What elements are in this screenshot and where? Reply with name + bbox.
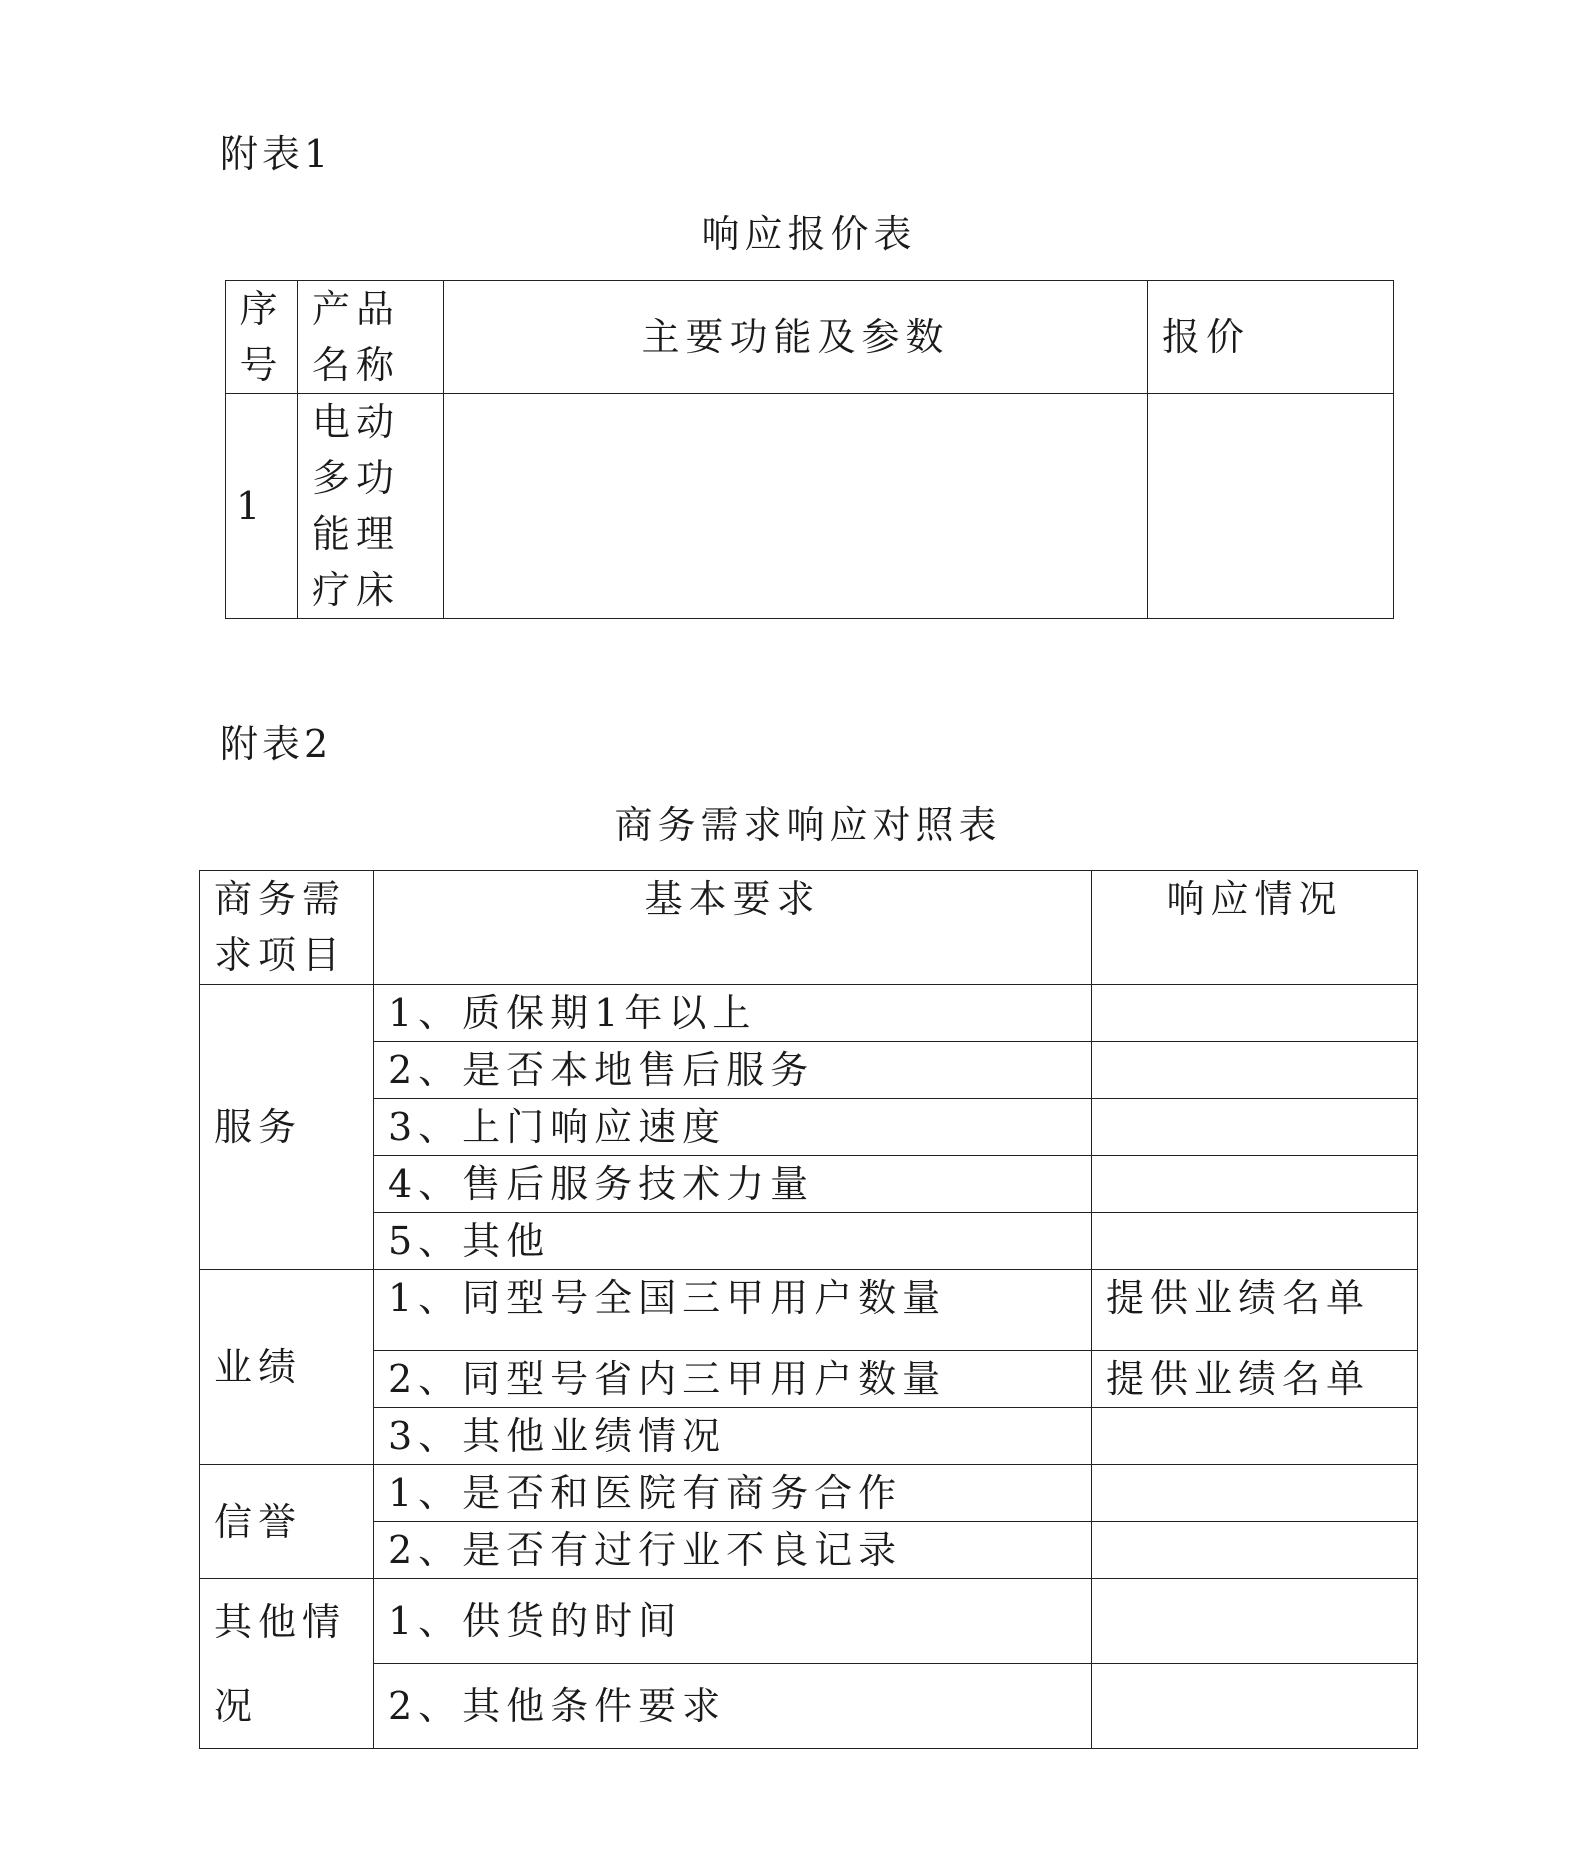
annex1-heading: 附表1	[220, 132, 333, 176]
response-cell	[1092, 1664, 1418, 1749]
table-row	[200, 1213, 1418, 1270]
annex2-title: 商务需求响应对照表	[614, 803, 1002, 847]
header-function: 主要功能及参数	[444, 281, 1148, 394]
group-other-line2: 况	[214, 1683, 259, 1728]
requirement-cell: 4、售后服务技术力量	[374, 1156, 1092, 1213]
row-product-name-line3: 能理	[312, 512, 401, 556]
row-product-name-line2: 多功	[312, 456, 401, 500]
annex2-heading: 附表2	[220, 722, 333, 766]
requirement-cell: 2、是否本地售后服务	[374, 1042, 1092, 1099]
row-product-name-line4: 疗床	[312, 568, 401, 612]
row-index: 1	[226, 394, 298, 619]
response-cell: 提供业绩名单	[1092, 1351, 1418, 1408]
table-row	[200, 1099, 1418, 1156]
table-row	[200, 1465, 1418, 1522]
header-index-line1: 序	[239, 287, 284, 331]
table-row	[200, 1522, 1418, 1579]
table-row	[200, 1156, 1418, 1213]
requirement-cell: 2、同型号省内三甲用户数量	[374, 1351, 1092, 1408]
requirement-cell: 5、其他	[374, 1213, 1092, 1270]
header-item-line1: 商务需	[214, 877, 347, 921]
row-price	[1148, 394, 1394, 619]
quote-table-header-row	[226, 281, 1394, 394]
header-item-line2: 求项目	[214, 933, 347, 977]
response-cell: 提供业绩名单	[1092, 1270, 1418, 1351]
table-row	[200, 1408, 1418, 1465]
response-cell	[1092, 985, 1418, 1042]
requirement-cell: 2、是否有过行业不良记录	[374, 1522, 1092, 1579]
header-requirement: 基本要求	[374, 871, 1092, 985]
business-table-header-row	[200, 871, 1418, 985]
group-performance: 业绩	[200, 1270, 374, 1465]
business-table	[199, 870, 1418, 1749]
table-row	[200, 1270, 1418, 1351]
table-row	[200, 1351, 1418, 1408]
row-product-name-line1: 电动	[312, 400, 401, 444]
header-product-name	[298, 281, 444, 394]
header-product-name-line1: 产品	[312, 287, 401, 331]
annex1-title: 响应报价表	[701, 212, 917, 256]
header-item	[200, 871, 374, 985]
group-other-line1: 其他情	[214, 1599, 347, 1644]
response-cell	[1092, 1408, 1418, 1465]
requirement-cell: 1、同型号全国三甲用户数量	[374, 1270, 1092, 1351]
group-reputation: 信誉	[200, 1465, 374, 1579]
header-response: 响应情况	[1092, 871, 1418, 985]
response-cell	[1092, 1465, 1418, 1522]
row-function	[444, 394, 1148, 619]
table-row	[200, 1042, 1418, 1099]
header-price: 报价	[1148, 281, 1394, 394]
response-cell	[1092, 1156, 1418, 1213]
group-service: 服务	[200, 985, 374, 1270]
requirement-cell: 1、是否和医院有商务合作	[374, 1465, 1092, 1522]
response-cell	[1092, 1213, 1418, 1270]
requirement-cell: 1、供货的时间	[374, 1579, 1092, 1664]
requirement-cell: 3、上门响应速度	[374, 1099, 1092, 1156]
requirement-cell: 2、其他条件要求	[374, 1664, 1092, 1749]
row-product-name	[298, 394, 444, 619]
response-cell	[1092, 1042, 1418, 1099]
response-cell	[1092, 1099, 1418, 1156]
header-index-line2: 号	[239, 343, 284, 387]
table-row	[200, 985, 1418, 1042]
group-other	[200, 1579, 374, 1749]
table-row	[200, 1664, 1418, 1749]
quote-table-row	[226, 394, 1394, 619]
header-index	[226, 281, 298, 394]
response-cell	[1092, 1522, 1418, 1579]
header-product-name-line2: 名称	[312, 343, 401, 387]
requirement-cell: 3、其他业绩情况	[374, 1408, 1092, 1465]
response-cell	[1092, 1579, 1418, 1664]
quote-table	[225, 280, 1394, 619]
table-row	[200, 1579, 1418, 1664]
requirement-cell: 1、质保期1年以上	[374, 985, 1092, 1042]
